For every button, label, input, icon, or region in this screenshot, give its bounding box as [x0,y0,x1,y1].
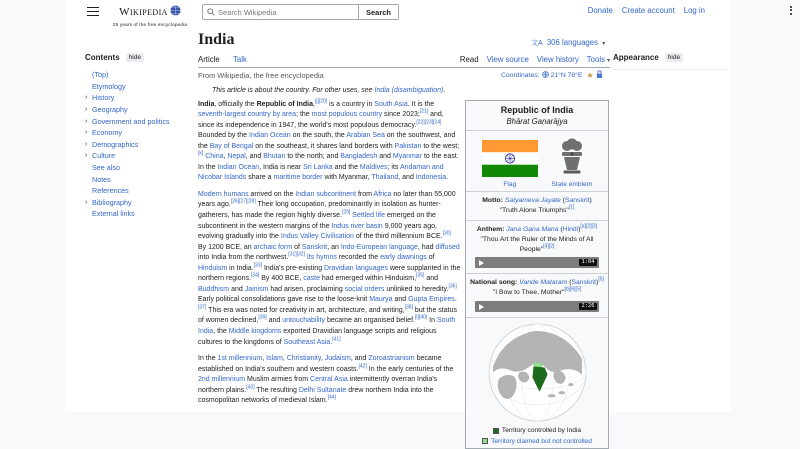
contents-title: Contents [85,53,120,62]
search-icon [207,3,215,21]
india-flag-image[interactable] [482,172,538,179]
appearance-title: Appearance [613,53,659,62]
sidebar-item-label: See also [92,163,120,173]
anthem-translation: "Thou Art the Ruler of the Minds of All People"[4][2] [480,235,594,253]
sidebar-item-see-also[interactable] [85,162,193,174]
sidebar-item-history[interactable] [85,92,193,104]
country-infobox [465,100,609,449]
more-options-icon[interactable] [789,6,793,16]
wikipedia-wordmark: Wikipedia [119,6,168,18]
languages-button[interactable] [531,38,605,48]
national-song-duration: 2:26 [579,303,597,310]
tools-label: Tools [586,55,605,64]
create-account-link[interactable]: Create account [621,6,675,15]
lead-paragraph-1: India, officially the Republic of India,[j][20] is a country in South Asia. It is the seventh-largest country by area; the most populous country since 2023;[21] and, since its independence in 1947, the world's most populous democracy.[22][23][24] Bounded by the Indian Ocean on the south, the Arabian Sea on the southwest, and the Bay of Bengal on the southeast, it shares land borders with Pakistan to the west;[k] China, Nepal, and Bhutan to the north; and Bangladesh and Myanmar to the east. In the Indian Ocean, India is near Sri Lanka and the Maldives; its Andaman and Nicobar Islands share a maritime border with Myanmar, Thailand, and Indonesia. [198,98,460,182]
site-subtitle: From Wikipedia, the free encyclopedia [198,71,324,80]
play-icon[interactable] [479,304,484,310]
main-menu-icon[interactable] [87,7,99,17]
expand-chevron-icon[interactable]: › [85,152,88,160]
sidebar-item-label: Etymology [92,81,126,91]
tab-read[interactable]: Read [460,55,479,68]
infobox-title: Republic of India [500,105,574,115]
expand-chevron-icon[interactable]: › [85,140,88,148]
anthem-audio-player[interactable] [475,257,599,268]
motto-translation: "Truth Alone Triumphs"[1] [499,204,575,215]
sidebar-item-label: Culture [92,151,116,161]
anthem-duration: 1:04 [579,259,597,266]
log-in-link[interactable]: Log in [683,6,705,15]
tab-talk[interactable]: Talk [233,55,247,64]
sidebar-item-government-and-politics[interactable] [85,115,193,127]
legend-controlled-label: Territory controlled by India [501,427,582,435]
coordinates [501,70,603,81]
sidebar-item-culture[interactable] [85,150,193,162]
sidebar-item-label: Demographics [92,139,139,149]
flag-caption-link[interactable]: Flag [503,181,517,189]
sidebar-item-geography[interactable] [85,104,193,116]
page-title: India [198,31,235,48]
anthem-line: Anthem: Jana Gana Mana (Hindi)[a][2][3] [476,223,598,233]
legend-claimed-label[interactable]: Territory claimed but not controlled [491,437,592,445]
article-body [198,86,461,413]
state-emblem-caption-link[interactable]: State emblem [551,181,593,189]
sidebar-item-label: Bibliography [92,197,132,207]
legend-controlled [468,427,606,436]
search-button[interactable]: Search [358,4,399,20]
hatnote: This article is about the country. For other uses, see India (disambiguation). [212,87,446,94]
tabs-divider [198,67,610,68]
sidebar-item-references[interactable] [85,185,193,197]
expand-chevron-icon[interactable]: › [85,198,88,206]
sidebar-item-label: Geography [92,105,128,115]
coordinates-value[interactable]: 21°N 78°E [550,72,583,79]
play-icon[interactable] [479,260,484,266]
chevron-down-icon: ▾ [606,58,610,64]
sidebar-item-label: References [92,186,129,196]
sidebar-item-demographics[interactable] [85,139,193,151]
contents-sidebar [85,53,193,220]
lead-paragraph-3: In the 1st millennium, Islam, Christianity, Judaism, and Zoroastrianism became established on India's southern and western coasts.[42] In the early centuries of the 2nd millennium Muslim armies from Central Asia intermittently overran India's northern plains.[43] The resulting Delhi Sultanate drew northern India into the cosmopolitan networks of medieval Islam.[44] [198,355,454,405]
tab-view-history[interactable]: View history [536,55,579,64]
contents-hide-button[interactable]: hide [126,53,144,62]
language-icon: 文A [531,40,543,47]
sidebar-item-economy[interactable] [85,127,193,139]
sidebar-item-label: Notes [92,174,111,184]
sidebar-item-label: History [92,93,115,103]
controlled-color-swatch [493,428,499,434]
appearance-panel [613,53,728,70]
sidebar-item-label: External links [92,209,135,219]
sidebar-item-notes[interactable] [85,173,193,185]
india-globe-map-image[interactable] [487,418,588,425]
appearance-hide-button[interactable]: hide [665,53,683,62]
sidebar-item-etymology[interactable] [85,81,193,93]
featured-article-star-icon[interactable]: ★ [586,71,594,80]
state-emblem-image[interactable] [557,172,587,179]
sidebar-item-bibliography[interactable] [85,197,193,209]
sidebar-item-external-links[interactable] [85,208,193,220]
sidebar-item-top[interactable] [85,69,193,81]
chevron-down-icon: ▾ [602,41,606,47]
sidebar-item-label: Economy [92,128,122,138]
wikipedia-logo[interactable] [107,3,193,27]
protection-lock-icon[interactable] [596,70,603,81]
national-song-audio-player[interactable] [475,301,599,312]
coordinates-label[interactable]: Coordinates: [501,72,540,79]
sidebar-item-label: Government and politics [92,116,170,126]
globe-icon [542,71,549,80]
puzzle-globe-icon [170,3,181,21]
search-bar [202,4,399,20]
motto-line: Motto: Satyameva Jayate (Sanskrit) [482,197,592,205]
expand-chevron-icon[interactable]: › [85,106,88,114]
search-input[interactable] [202,4,358,20]
user-links [588,6,705,15]
lead-paragraph-2: Modern humans arrived on the Indian subcontinent from Africa no later than 55,000 years ago.[26][27][28] Their long occupation, predominantly in isolation as hunter-gatherers, has made the region highly diverse.[29] Settled life emerged on the subcontinent in the western margins of the Indus river basin 9,000 years ago, evolving gradually into the Indus Valley Civilisation of the third millennium BCE.[30] By 1200 BCE, an archaic form of Sanskrit, an Indo-European language, had diffused into India from the northwest.[31][32] Its hymns recorded the early dawnings of Hinduism in India.[33] India's pre-existing Dravidian languages were supplanted in the northern regions.[34] By 400 BCE, caste had emerged within Hinduism,[35] and Buddhism and Jainism had arisen, proclaiming social orders unlinked to heredity.[36] Early political consolidations gave rise to the loose-knit Maurya and Gupta Empires.[37] This era was noted for creativity in art, architecture, and writing,[38] but the status of women declined,[39] and untouchability became an organised belief.[l][40] In South India, the Middle kingdoms exported Dravidian language scripts and religious cultures to the kingdoms of Southeast Asia.[41] [198,190,461,346]
search-placeholder: Search Wikipedia [218,7,277,17]
content-container [65,0,731,445]
expand-chevron-icon[interactable]: › [85,117,88,125]
wikipedia-tagline: 25 years of the free encyclopedia [112,21,188,27]
sidebar-item-label: (Top) [92,70,109,80]
location-map [466,318,608,448]
national-song-line: National song: Vande Mataram (Sanskrit)[5] [470,277,604,287]
tab-view-source[interactable]: View source [486,55,529,64]
donate-link[interactable]: Donate [587,6,613,15]
claimed-color-swatch [482,438,488,444]
national-song-translation: "I Bow to Thee, Mother"[b][6][5] [492,287,582,297]
legend-claimed [468,438,606,447]
expand-chevron-icon[interactable]: › [85,94,88,102]
infobox-native-name: Bhārat Gaṇarājya [506,117,568,127]
languages-label: 306 languages [546,38,599,47]
tab-article[interactable]: Article [198,55,220,68]
expand-chevron-icon[interactable]: › [85,129,88,137]
